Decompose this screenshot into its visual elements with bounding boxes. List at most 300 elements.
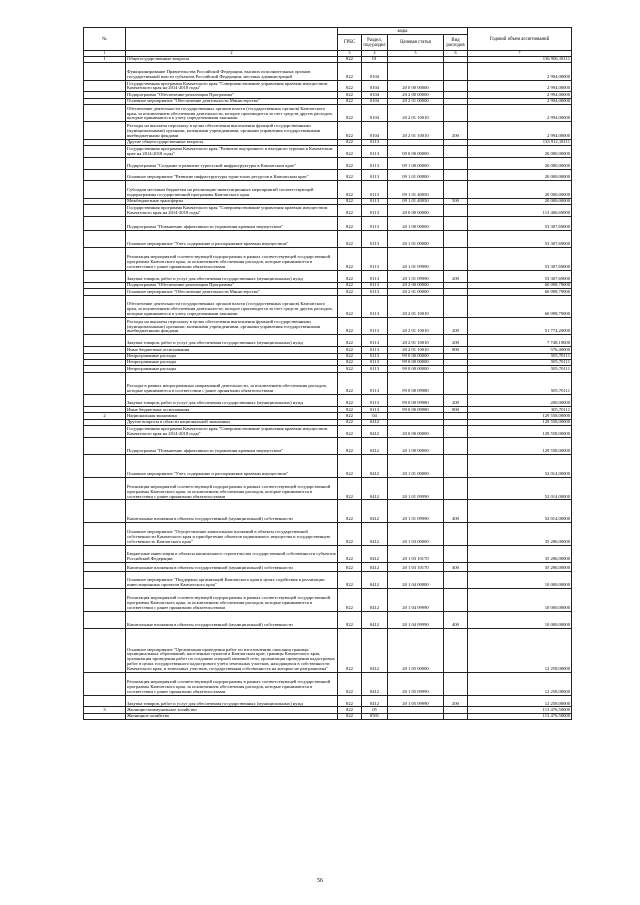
table-row (84, 426, 572, 438)
row-type (444, 372, 468, 395)
row-section: 0113 (362, 318, 388, 335)
row-grbs: 822 (338, 571, 362, 588)
row-type (444, 63, 468, 80)
table-row (84, 562, 572, 571)
row-section: 0412 (362, 545, 388, 562)
row-grbs: 822 (338, 562, 362, 571)
row-volume: 12 258,00000 (468, 673, 572, 696)
header-codes: коды (338, 28, 468, 35)
row-grbs: 822 (338, 63, 362, 80)
row-volume: 505,70111 (468, 353, 572, 359)
row-name: Капитальные вложения в объекты государственной (муниципальной) собственности (126, 562, 338, 571)
row-section: 0412 (362, 438, 388, 455)
table-row (84, 204, 572, 216)
row-section: 0113 (362, 395, 388, 407)
row-volume: 53 307,69000 (468, 248, 572, 271)
row-volume: 60 098,79000 (468, 289, 572, 295)
row-section: 0113 (362, 407, 388, 413)
row-target: 20 2 01 10010 (388, 105, 444, 122)
row-volume: 113 476,50000 (468, 707, 572, 713)
row-target: 20 1 01 00000 (388, 231, 444, 248)
row-section: 0412 (362, 523, 388, 546)
row-name: Закупка товаров, работ и услуг для обеспечения государственных (муниципальных) нужд (126, 395, 338, 407)
row-type: 800 (444, 347, 468, 353)
row-target: 20 1 03 10170 (388, 545, 444, 562)
row-volume: 7 748,19000 (468, 335, 572, 347)
row-section: 0113 (362, 372, 388, 395)
row-target: 99 0 00 00000 (388, 366, 444, 372)
row-section: 0412 (362, 589, 388, 612)
row-target: 20 1 04 09990 (388, 611, 444, 628)
row-type (444, 157, 468, 169)
row-section: 0113 (362, 204, 388, 216)
row-grbs: 822 (338, 105, 362, 122)
row-name: Закупка товаров, работ и услуг для обеспечения государственных (муниципальных) нужд (126, 335, 338, 347)
row-section: 0113 (362, 295, 388, 318)
row-type (444, 438, 468, 455)
table-row (84, 216, 572, 231)
row-number (84, 204, 126, 216)
row-volume: 20 000,00000 (468, 157, 572, 169)
row-section: 0412 (362, 571, 388, 588)
row-grbs: 822 (338, 204, 362, 216)
header-number: № (84, 28, 126, 51)
row-type: 400 (444, 500, 468, 523)
row-grbs: 822 (338, 589, 362, 612)
row-grbs: 822 (338, 366, 362, 372)
table-row (84, 455, 572, 478)
budget-table (83, 27, 572, 720)
row-grbs: 822 (338, 270, 362, 282)
row-grbs: 822 (338, 231, 362, 248)
row-name: Расходы на выплаты персоналу в целях обеспечения выполнения функций государственными (муниципальными) органами, казенными учреждениями, органами управления государственными внебюджетными фондами (126, 122, 338, 139)
row-grbs: 822 (338, 216, 362, 231)
row-section: 0113 (362, 231, 388, 248)
header-type: Вид расходов (444, 35, 468, 51)
row-volume: 576,40000 (468, 347, 572, 353)
row-grbs: 822 (338, 169, 362, 181)
table-row (84, 611, 572, 628)
row-grbs: 822 (338, 628, 362, 672)
row-type (444, 589, 468, 612)
row-grbs: 822 (338, 523, 362, 546)
row-name: Расходы на выплаты персоналу в целях обеспечения выполнения функций государственными (муниципальными) органами, казенными учреждениями, органами управления государственными внебюджетными фондами (126, 318, 338, 335)
row-target: 20 1 03 10170 (388, 562, 444, 571)
row-grbs: 822 (338, 707, 362, 713)
row-volume: 129 558,00000 (468, 426, 572, 438)
row-number (84, 169, 126, 181)
row-name: Другие вопросы в области национальной экономики (126, 419, 338, 425)
row-number: 2 (84, 413, 126, 419)
row-target: 99 0 00 00000 (388, 359, 444, 365)
header-section: Раздел, под-раздел (362, 35, 388, 51)
row-number (84, 426, 126, 438)
col-index: 1 (84, 51, 126, 57)
row-number: 1 (84, 57, 126, 63)
row-type (444, 455, 468, 478)
row-section: 0113 (362, 366, 388, 372)
row-number (84, 231, 126, 248)
row-grbs: 822 (338, 57, 362, 63)
row-name: Закупка товаров, работ и услуг для обеспечения государственных (муниципальных) нужд (126, 695, 338, 707)
row-type (444, 105, 468, 122)
row-volume: 505,70111 (468, 372, 572, 395)
table-row (84, 122, 572, 139)
table-row (84, 523, 572, 546)
row-target: 20 1 05 09990 (388, 673, 444, 696)
row-grbs: 822 (338, 413, 362, 419)
row-target: 20 2 01 10010 (388, 295, 444, 318)
row-target: 20 2 01 10010 (388, 335, 444, 347)
row-name: Подпрограмма "Обеспечение реализации Программы" (126, 282, 338, 288)
row-volume: 35 286,00000 (468, 562, 572, 571)
row-name: Государственная программа Камчатского края "Совершенствование управления краевым имуществом Камчатского края на 2014-2018 годы" (126, 426, 338, 438)
row-grbs: 822 (338, 318, 362, 335)
table-row (84, 248, 572, 271)
col-index: 7 (468, 51, 572, 57)
row-target: 09 1 00 00000 (388, 157, 444, 169)
row-section: 0104 (362, 105, 388, 122)
row-number (84, 80, 126, 92)
row-name: Государственная программа Камчатского края "Развитие внутреннего и въездного туризма в Камчатском крае на 2014-2018 годы" (126, 145, 338, 157)
row-target: 09 1 01 40050 (388, 198, 444, 204)
header-grbs: ГРБС (338, 35, 362, 51)
row-section: 0412 (362, 695, 388, 707)
row-type (444, 80, 468, 92)
row-number (84, 157, 126, 169)
table-row (84, 169, 572, 181)
row-type (444, 169, 468, 181)
row-target: 20 2 01 10010 (388, 347, 444, 353)
row-target: 09 0 00 00000 (388, 145, 444, 157)
col-index: 5 (388, 51, 444, 57)
row-target: 20 1 04 00000 (388, 571, 444, 588)
row-volume: 53 307,69000 (468, 270, 572, 282)
row-grbs: 822 (338, 353, 362, 359)
col-index: 2 (126, 51, 338, 57)
row-volume: 35 286,00000 (468, 545, 572, 562)
row-target: 09 1 01 00000 (388, 169, 444, 181)
row-section: 0412 (362, 611, 388, 628)
row-name: Иные бюджетные ассигнования (126, 347, 338, 353)
row-target: 20 0 00 00000 (388, 80, 444, 92)
row-volume: 52 014,00000 (468, 477, 572, 500)
row-grbs: 822 (338, 407, 362, 413)
row-section: 0113 (362, 282, 388, 288)
col-index: 4 (362, 51, 388, 57)
row-grbs: 822 (338, 372, 362, 395)
row-name: Государственная программа Камчатского края "Совершенствование управления краевым имуществом Камчатского края на 2014-2018 годы" (126, 204, 338, 216)
header-name (126, 28, 338, 51)
row-name: Основное мероприятие "Осуществление капитальных вложений в объекты государственной собственности Камчатского края и приобретение объектов недвижимого имущества в государственную собственность Камчатского края" (126, 523, 338, 546)
row-target: 20 2 01 00000 (388, 289, 444, 295)
row-volume: 2 994,00000 (468, 80, 572, 92)
row-name: Непрограммные расходы (126, 366, 338, 372)
row-number (84, 500, 126, 523)
row-target: 20 0 00 00000 (388, 204, 444, 216)
table-row (84, 270, 572, 282)
row-number (84, 673, 126, 696)
row-volume: 305,70111 (468, 407, 572, 413)
row-grbs: 822 (338, 545, 362, 562)
row-number (84, 122, 126, 139)
row-grbs: 822 (338, 122, 362, 139)
row-name: Основное мероприятие "Развитие инфраструктуры туристских ресурсов в Камчатском крае" (126, 169, 338, 181)
table-row (84, 63, 572, 80)
row-grbs: 822 (338, 438, 362, 455)
row-volume: 129 558,00000 (468, 413, 572, 419)
row-section: 0113 (362, 359, 388, 365)
row-type: 400 (444, 611, 468, 628)
row-section: 0412 (362, 562, 388, 571)
row-number (84, 713, 126, 719)
table-row (84, 335, 572, 347)
table-row (84, 231, 572, 248)
table-row (84, 105, 572, 122)
row-number (84, 523, 126, 546)
row-section: 0104 (362, 63, 388, 80)
row-name: Другие общегосударственные вопросы (126, 139, 338, 145)
row-grbs: 822 (338, 157, 362, 169)
row-name: Основное мероприятие "Поддержка организаций Камчатского края в целях содействия в реализации инвестиционных проектов Камчатского края" (126, 571, 338, 588)
row-volume: 10 000,00000 (468, 571, 572, 588)
row-name: Общегосударственные вопросы (126, 57, 338, 63)
row-volume: 136 906,18111 (468, 57, 572, 63)
table-row (84, 477, 572, 500)
row-volume: 52 014,00000 (468, 500, 572, 523)
row-grbs: 822 (338, 426, 362, 438)
row-volume: 2 994,00000 (468, 63, 572, 80)
row-number (84, 589, 126, 612)
row-section: 0412 (362, 477, 388, 500)
row-volume: 10 000,00000 (468, 611, 572, 628)
row-volume: 505,70111 (468, 366, 572, 372)
row-type: 500 (444, 198, 468, 204)
row-grbs: 822 (338, 282, 362, 288)
row-section: 0113 (362, 335, 388, 347)
row-number (84, 145, 126, 157)
row-name: Реализация мероприятий соответствующей подпрограммы в рамках соответствующей государственной программы Камчатского края, за исключением обеспечения расходов, которые принимаются в соответствии с ранее принятыми обязательствами (126, 673, 338, 696)
row-type (444, 713, 468, 719)
row-target: 20 1 01 00000 (388, 455, 444, 478)
table-row (84, 695, 572, 707)
row-target: 99 0 00 09980 (388, 372, 444, 395)
page-number: 56 (317, 878, 323, 884)
row-number (84, 395, 126, 407)
row-type (444, 145, 468, 157)
row-number (84, 695, 126, 707)
row-target: 20 2 01 10010 (388, 318, 444, 335)
row-section: 0113 (362, 198, 388, 204)
row-type: 200 (444, 122, 468, 139)
row-type (444, 477, 468, 500)
row-name: Подпрограмма "Повышение эффективности управления краевым имуществом" (126, 438, 338, 455)
row-target: 20 1 01 09990 (388, 248, 444, 271)
row-section: 04 (362, 413, 388, 419)
row-type (444, 248, 468, 271)
row-section: 0104 (362, 80, 388, 92)
row-name: Иные бюджетные ассигнования (126, 407, 338, 413)
row-name: Закупка товаров, работ и услуг для обеспечения государственных (муниципальных) нужд (126, 270, 338, 282)
row-grbs: 822 (338, 455, 362, 478)
row-grbs: 822 (338, 295, 362, 318)
table-row (84, 372, 572, 395)
row-volume: 10 000,00000 (468, 589, 572, 612)
row-volume: 129 558,00000 (468, 419, 572, 425)
table-row (84, 145, 572, 157)
row-grbs: 822 (338, 289, 362, 295)
row-section: 0113 (362, 139, 388, 145)
row-number (84, 438, 126, 455)
row-number (84, 455, 126, 478)
row-section: 0113 (362, 181, 388, 198)
row-name: Подпрограмма "Создание и развитие туристской инфраструктуры в Камчатском крае" (126, 157, 338, 169)
row-volume: 505,70111 (468, 359, 572, 365)
row-target: 99 0 00 00000 (388, 353, 444, 359)
row-number (84, 216, 126, 231)
row-grbs: 822 (338, 181, 362, 198)
row-target: 20 1 05 09990 (388, 695, 444, 707)
row-grbs: 822 (338, 92, 362, 98)
row-grbs: 822 (338, 98, 362, 104)
row-volume: 2 994,00000 (468, 92, 572, 98)
row-section: 0104 (362, 122, 388, 139)
row-target: 20 1 00 00000 (388, 438, 444, 455)
row-type: 200 (444, 335, 468, 347)
row-number (84, 372, 126, 395)
row-target: 20 1 04 09990 (388, 589, 444, 612)
row-number (84, 571, 126, 588)
row-section: 0113 (362, 145, 388, 157)
row-volume: 113 406,69000 (468, 204, 572, 216)
row-name: Обеспечение деятельности государственных органов власти (государственных органов) Камчатского края, за исключением обеспечения деятельности, которое производится за счет средств других расходов, которые принимаются к учету определенными законами (126, 105, 338, 122)
row-volume: 129 558,00000 (468, 438, 572, 455)
row-name: Подпрограмма "Обеспечение реализации Программы" (126, 92, 338, 98)
row-target: 20 1 05 00000 (388, 628, 444, 672)
row-section: 0113 (362, 270, 388, 282)
row-type (444, 204, 468, 216)
row-volume: 53 307,69000 (468, 216, 572, 231)
row-section: 0104 (362, 92, 388, 98)
row-grbs: 822 (338, 139, 362, 145)
row-section: 0113 (362, 347, 388, 353)
row-name: Основное мероприятие "Обеспечение деятельности Министерства" (126, 289, 338, 295)
row-target: 20 1 00 00000 (388, 216, 444, 231)
row-number (84, 318, 126, 335)
row-target: 20 1 01 09990 (388, 500, 444, 523)
row-section: 01 (362, 57, 388, 63)
row-name: Реализация мероприятий соответствующей подпрограммы в рамках соответствующей государственной программы Камчатского края, за исключением обеспечения расходов, которые принимаются в соответствии с ранее принятыми обязательствами (126, 589, 338, 612)
row-grbs: 822 (338, 477, 362, 500)
row-grbs: 822 (338, 500, 362, 523)
row-target: 09 1 01 40050 (388, 181, 444, 198)
row-number (84, 335, 126, 347)
table-row (84, 80, 572, 92)
table-row (84, 545, 572, 562)
row-section: 05 (362, 707, 388, 713)
row-volume: 200,00000 (468, 395, 572, 407)
row-target: 20 1 01 09990 (388, 477, 444, 500)
row-section: 0113 (362, 353, 388, 359)
row-grbs: 822 (338, 80, 362, 92)
row-name: Межбюджетные трансферты (126, 198, 338, 204)
row-volume: 2 994,00000 (468, 122, 572, 139)
row-section: 0113 (362, 216, 388, 231)
row-volume: 20 000,00000 (468, 198, 572, 204)
table-row (84, 438, 572, 455)
row-type (444, 426, 468, 438)
row-volume: 12 258,00000 (468, 628, 572, 672)
row-name: Реализация мероприятий соответствующей подпрограммы в рамках соответствующей государственной программы Камчатского края, за исключением обеспечения расходов, которые принимаются в соответствии с ранее принятыми обязательствами (126, 248, 338, 271)
row-grbs: 822 (338, 347, 362, 353)
table-row (84, 181, 572, 198)
row-name: Жилищно-коммунальное хозяйство (126, 707, 338, 713)
row-type (444, 628, 468, 672)
row-target (388, 713, 444, 719)
row-type: 200 (444, 270, 468, 282)
row-grbs: 822 (338, 713, 362, 719)
row-volume: 12 258,00000 (468, 695, 572, 707)
row-target: 20 2 00 00000 (388, 282, 444, 288)
row-grbs: 822 (338, 359, 362, 365)
row-name: Государственная программа Камчатского края "Совершенствование управления краевым имуществом Камчатского края на 2014-2018 годы" (126, 80, 338, 92)
col-index: 3 (338, 51, 362, 57)
row-name: Субсидии местным бюджетам на реализацию инвестиционных мероприятий соответствующей подпрограммы государственной программы Камчатского края (126, 181, 338, 198)
row-type (444, 571, 468, 588)
row-section: 0501 (362, 713, 388, 719)
row-target (388, 63, 444, 80)
row-name: Расходы в рамках непрограммных направлений деятельности, за исключением обеспечения расходов, которые принимаются в соответствии с ранее принятыми обязательствами (126, 372, 338, 395)
row-volume: 113 476,50000 (468, 713, 572, 719)
row-number (84, 181, 126, 198)
row-number (84, 562, 126, 571)
table-row (84, 157, 572, 169)
col-index: 6 (444, 51, 468, 57)
row-number (84, 248, 126, 271)
row-section: 0412 (362, 419, 388, 425)
table-row (84, 295, 572, 318)
row-number (84, 545, 126, 562)
row-volume: 53 307,69000 (468, 231, 572, 248)
header-target: Целевая статья (388, 35, 444, 51)
row-target: 20 1 01 09990 (388, 270, 444, 282)
row-type (444, 523, 468, 546)
row-target: 99 0 00 09980 (388, 395, 444, 407)
row-section: 0412 (362, 628, 388, 672)
row-target: 20 2 00 00000 (388, 92, 444, 98)
row-type: 400 (444, 562, 468, 571)
row-grbs: 822 (338, 335, 362, 347)
row-name: Основное мероприятие "Обеспечение деятельности Министерства" (126, 98, 338, 104)
row-volume: 60 098,79000 (468, 282, 572, 288)
row-name: Жилищное хозяйство (126, 713, 338, 719)
row-section: 0412 (362, 500, 388, 523)
row-name: Бюджетные инвестиции в объекты капитального строительства государственной собственности субъектов Российской Федерации (126, 545, 338, 562)
row-volume: 52 014,00000 (468, 455, 572, 478)
row-volume: 20 000,00000 (468, 181, 572, 198)
row-name: Национальная экономика (126, 413, 338, 419)
document-page (83, 27, 571, 720)
row-name: Обеспечение деятельности государственных органов власти (государственных органов) Камчатского края, за исключением обеспечения деятельности, которое производится за счет средств других расходов, которые принимаются к учету определенными законами (126, 295, 338, 318)
row-volume: 2 994,00000 (468, 105, 572, 122)
row-type: 800 (444, 407, 468, 413)
row-type: 200 (444, 318, 468, 335)
row-grbs: 822 (338, 198, 362, 204)
row-number (84, 477, 126, 500)
row-type: 200 (444, 395, 468, 407)
row-section: 0113 (362, 289, 388, 295)
row-target: 20 2 01 10010 (388, 122, 444, 139)
